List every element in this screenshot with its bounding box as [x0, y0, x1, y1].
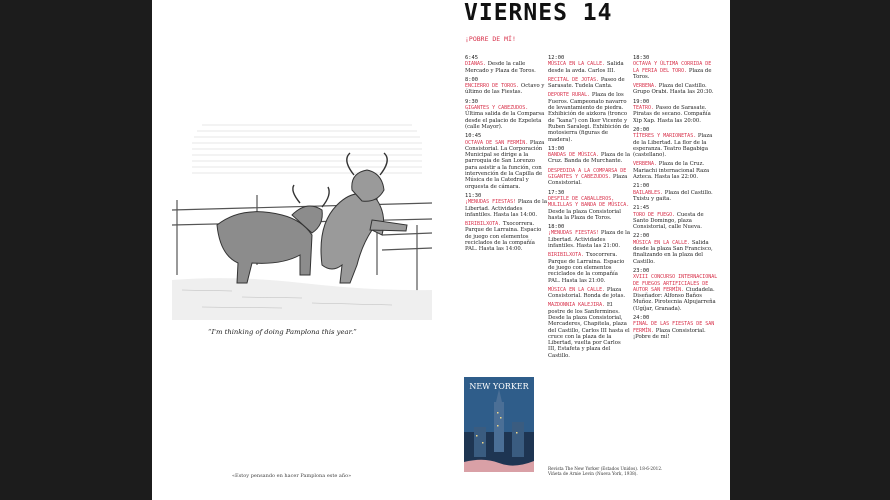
- event-heading: DESFILE DE CABALLEROS, MULILLAS Y BANDA DE MÚSICA.: [548, 195, 630, 209]
- event-heading: OCTAVA Y ÚLTIMA CORRIDA DE LA FERIA DEL TORO.: [633, 61, 712, 74]
- event-time: 17:30: [548, 189, 565, 196]
- bulls-cartoon-illustration: [172, 115, 432, 320]
- event-description: El postre de los Sanfermines. Desde la plaza Consistorial, Mercaderes, Chapitela, plaza del Castillo, Carlos III hasta el cruce con la plaza de la Libertad, vuelta por Carlos III, Estafeta y plaza del Castillo.: [548, 302, 630, 359]
- event-description: Desde la calle Mercado y Plaza de Toros.: [465, 61, 536, 74]
- cover-caption-line-1: Revista The New Yorker (Estados Unidos). 18-6-2012.: [548, 466, 663, 471]
- event-time: 12:00: [548, 55, 565, 61]
- event-description: Octavo y último de las Fiestas.: [465, 83, 545, 96]
- cartoon-caption: “I'm thinking of doing Pamplona this year.”: [208, 328, 357, 336]
- event-item: [633, 55, 719, 80]
- event-heading: TORO DE FUEGO.: [633, 211, 676, 218]
- schedule-column-2: [548, 55, 630, 362]
- magazine-page: [152, 0, 730, 500]
- event-heading: TÍTERES Y MARIONETAS.: [633, 133, 697, 140]
- event-description: Plaza Consistorial.: [548, 174, 628, 187]
- event-description: Última salida de la Comparsa desde el palacio de Ezpeleta (calle Mayor).: [465, 111, 545, 130]
- event-item: [633, 268, 719, 312]
- event-description: Salida desde la avda. Carlos III.: [548, 61, 624, 74]
- schedule-column-3: [633, 55, 719, 343]
- cover-artwork: [464, 377, 534, 472]
- event-time: 13:00: [548, 145, 565, 152]
- schedule-column-1: [465, 55, 547, 256]
- event-heading: MÚSICA EN LA CALLE.: [548, 286, 606, 293]
- event-description: Paseo de Sarasate. Piratas de secano. Compañía Xip Xap. Hasta las 20:00.: [633, 105, 711, 124]
- event-heading: BIRIBILXOTA.: [548, 252, 585, 259]
- event-item: [548, 190, 630, 221]
- event-time: 10:45: [465, 133, 482, 140]
- event-item: [548, 168, 630, 187]
- event-description: Plaza Consistorial. Ronda de jotas.: [548, 286, 626, 300]
- caption-translation: «Estoy pensando en hacer Pamplona este año»: [232, 473, 352, 479]
- event-item: [633, 315, 719, 340]
- event-item: [465, 77, 547, 96]
- event-time: 22:00: [633, 233, 650, 240]
- event-description: Plaza de la Cruz. Banda de Murchante.: [548, 152, 630, 165]
- event-heading: MAZDONNIA KALEJIRA.: [548, 302, 606, 309]
- event-description: Plaza de la Cruz. Mariachi internacional Raza Azteca. Hasta las 22:00.: [633, 161, 710, 181]
- event-item: [548, 55, 630, 74]
- event-heading: ENCIERRO DE TOROS.: [465, 83, 520, 90]
- event-item: [548, 146, 630, 165]
- event-description: Plaza de los Fueros. Campeonato navarro de levantamiento de piedra. Exhibición de aizkora (tronco de “kana”) con Iker Vicente y Ruben Saralegi. Exhibición de motosierra (figuras de madera).: [548, 92, 630, 143]
- page-subtitle: ¡POBRE DE MÍ!: [465, 35, 516, 43]
- event-heading: BANDAS DE MÚSICA.: [548, 152, 600, 159]
- event-heading: BIRIBILXOTA.: [465, 221, 502, 228]
- event-description: Plaza de Toros.: [633, 67, 712, 80]
- event-description: Plaza Consistorial. La Corporación Municipal se dirige a la parroquia de San Lorenzo para asistir a la función, con intervención de la Capilla de Música de la Catedral y orquesta de cámara.: [465, 139, 545, 190]
- event-time: 20:00: [633, 126, 650, 133]
- event-item: [465, 99, 547, 130]
- event-heading: BAILABLES.: [633, 189, 664, 196]
- event-description: Txocorrera. Parque de Larraina. Espacio de juego con elementos reciclados de la compañía PAL. Hasta las 14:00.: [465, 221, 542, 253]
- event-heading: RECITAL DE JOTAS.: [548, 76, 600, 83]
- event-heading: GIGANTES Y CABEZUDOS.: [465, 105, 529, 112]
- cover-caption-line-2: Viñeta de Arnie Levin (Nueva York, 1938).: [548, 471, 638, 477]
- event-heading: MÚSICA EN LA CALLE.: [633, 239, 691, 246]
- event-description: Plaza de la Libertad. Actividades infantiles. Hasta las 21:00.: [548, 230, 630, 250]
- event-item: [633, 127, 719, 158]
- event-heading: MÚSICA EN LA CALLE.: [548, 61, 606, 68]
- event-description: Cuesta de Santo Domingo, plaza Consistorial, calle Nueva.: [633, 211, 704, 231]
- event-item: [633, 99, 719, 124]
- event-heading: ¡MENUDAS FIESTAS!: [465, 199, 517, 206]
- page-title: VIERNES 14: [464, 0, 613, 26]
- event-description: Desde la plaza Consistorial hasta la Plaza de Toros.: [548, 208, 621, 221]
- event-item: [465, 221, 547, 252]
- event-time: 23:00: [633, 267, 650, 274]
- event-heading: TEATRO.: [633, 105, 655, 112]
- event-time: 19:00: [633, 98, 650, 105]
- event-item: [465, 55, 547, 74]
- event-time: 21:00: [633, 183, 650, 190]
- event-description: Plaza del Castillo. Txistu y gaita.: [633, 189, 713, 202]
- event-item: [633, 205, 719, 230]
- event-description: Plaza de la Libertad. Actividades infantiles. Hasta las 14:00.: [465, 199, 547, 218]
- event-time: 18:00: [548, 224, 565, 231]
- event-time: 24:00: [633, 314, 650, 321]
- event-item: [548, 287, 630, 300]
- event-item: [465, 133, 547, 190]
- event-heading: XVIII CONCURSO INTERNACIONAL DE FUEGOS ARTIFICIALES DE AUTOR SAN FERMÍN.: [633, 274, 718, 293]
- event-description: Plaza de la Libertad. La flor de la esperanza. Teatro Bagabiga (castellano).: [633, 133, 713, 159]
- event-item: [548, 92, 630, 142]
- event-description: Plaza del Castillo. Grupo Orabi. Hasta las 20:30.: [633, 83, 714, 96]
- event-item: [633, 83, 719, 96]
- event-item: [548, 77, 630, 90]
- cover-caption: [548, 466, 718, 476]
- event-heading: DIANAS.: [465, 61, 487, 68]
- event-heading: DESPEDIDA A LA COMPARSA DE GIGANTES Y CABEZUDOS.: [548, 167, 627, 181]
- event-description: Ciudadela. Diseñador: Alfonso Baños Muñoz. Pirotecnia Alpujarreña (Ugíjar, Granada).: [633, 286, 716, 312]
- event-description: Paseo de Sarasate. Tudela Canta.: [548, 76, 625, 90]
- event-item: [548, 252, 630, 283]
- event-time: 21:45: [633, 205, 650, 212]
- event-description: Txocorrera. Parque de Larraina. Espacio de juego con elementos reciclados de la compañía PAL. Hasta las 21:00.: [548, 252, 625, 284]
- event-time: 6:45: [465, 55, 478, 61]
- new-yorker-cover-image: [464, 377, 534, 472]
- event-time: 18:30: [633, 55, 650, 61]
- event-time: 9:30: [465, 98, 478, 105]
- event-item: [548, 224, 630, 249]
- event-item: [633, 233, 719, 264]
- event-item: [548, 302, 630, 359]
- event-heading: ¡MENUDAS FIESTAS!: [548, 230, 600, 237]
- event-time: 8:00: [465, 76, 478, 83]
- event-item: [633, 161, 719, 180]
- event-heading: OCTAVA DE SAN FERMÍN.: [465, 139, 529, 146]
- event-heading: DEPORTE RURAL.: [548, 92, 591, 99]
- left-page: [152, 0, 435, 500]
- event-heading: FINAL DE LAS FIESTAS DE SAN FERMÍN.: [633, 321, 715, 334]
- event-heading: VERBENA.: [633, 83, 658, 90]
- event-item: [633, 183, 719, 202]
- event-heading: VERBENA.: [633, 161, 658, 168]
- event-description: Plaza Consistorial. ¡Pobre de mí!: [633, 327, 706, 340]
- event-time: 11:30: [465, 192, 482, 199]
- event-description: Salida desde la plaza San Francisco, finalizando en la plaza del Castillo.: [633, 239, 713, 265]
- cover-masthead: NEW YORKER: [469, 382, 529, 391]
- event-item: [465, 193, 547, 218]
